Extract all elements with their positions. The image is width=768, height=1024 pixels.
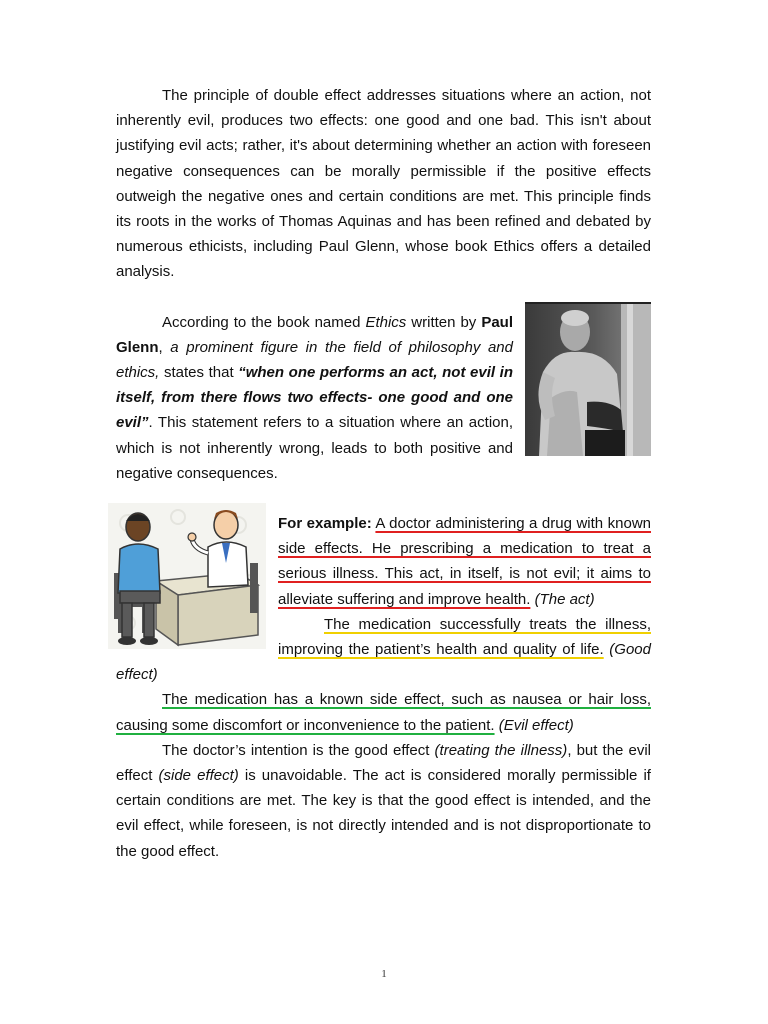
- glenn-text-3: ,: [158, 338, 171, 356]
- author-descriptor: a prominent figure in the field of philosophy and ethics,: [116, 338, 513, 382]
- good-effect-text: The medication successfully treats the illness, improving the patient’s health and quality of life.: [278, 615, 651, 659]
- glenn-text-1: According to the book named: [162, 313, 366, 331]
- evil-effect-paragraph: [116, 687, 651, 737]
- glenn-section: [116, 310, 651, 486]
- glenn-text-4: states that: [159, 364, 239, 382]
- closing-text-1: The doctor’s intention is the good effect: [162, 741, 435, 759]
- book-title: Ethics: [365, 313, 407, 331]
- intro-paragraph: The principle of double effect addresses situations where an action, not inherently evil, produces two effects: one good and one bad. This isn't about justifying evil acts; rather, it's about determining whether an action with foreseen negative consequences can be morally permissible if the positive effects outweigh the negative ones and certain conditions are met. This principle finds its roots in the works of Thomas Aquinas and has been refined and debated by numerous ethicists, including Paul Glenn, whose book Ethics offers a detailed analysis.: [116, 87, 651, 281]
- closing-text-3: is unavoidable. The act is considered morally permissible if certain conditions are met. The key is that the good effect is intended, and the evil effect, while foreseen, is not directly intended and is not disproportionate to the good effect.: [116, 767, 651, 860]
- doctor-patient-cartoon: [108, 503, 266, 649]
- good-effect-tag: (Good effect): [116, 641, 651, 684]
- act-tag: (The act): [534, 590, 595, 608]
- evil-effect-text: The medication has a known side effect, such as nausea or hair loss, causing some discomfort or inconvenience to the patient.: [116, 691, 651, 734]
- glenn-text-5: . This statement refers to a situation where an action, which is not inherently wrong, leads to both positive and negative consequences.: [116, 414, 513, 482]
- glenn-quote: “when one performs an act, not evil in itself, from there flows two effects- one good and one evil”: [116, 364, 513, 432]
- act-text: A doctor administering a drug with known side effects. He prescribing a medication to treat a serious illness. This act, in itself, is not evil; it aims to alleviate suffering and improve health.: [278, 515, 651, 608]
- glenn-text-2: written by: [406, 313, 482, 331]
- example-label: For example:: [278, 515, 372, 533]
- evil-effect-tag: (Evil effect): [498, 716, 574, 734]
- closing-italic-2: (side effect): [158, 767, 239, 785]
- paul-glenn-photo: [525, 302, 651, 456]
- page-number: 1: [381, 968, 387, 980]
- closing-text-2: , but the evil effect: [116, 741, 651, 785]
- closing-paragraph: [116, 738, 651, 864]
- example-section: [116, 511, 651, 864]
- closing-italic-1: (treating the illness): [434, 741, 568, 759]
- document-page: [116, 83, 651, 864]
- author-name: Paul Glenn: [116, 313, 513, 356]
